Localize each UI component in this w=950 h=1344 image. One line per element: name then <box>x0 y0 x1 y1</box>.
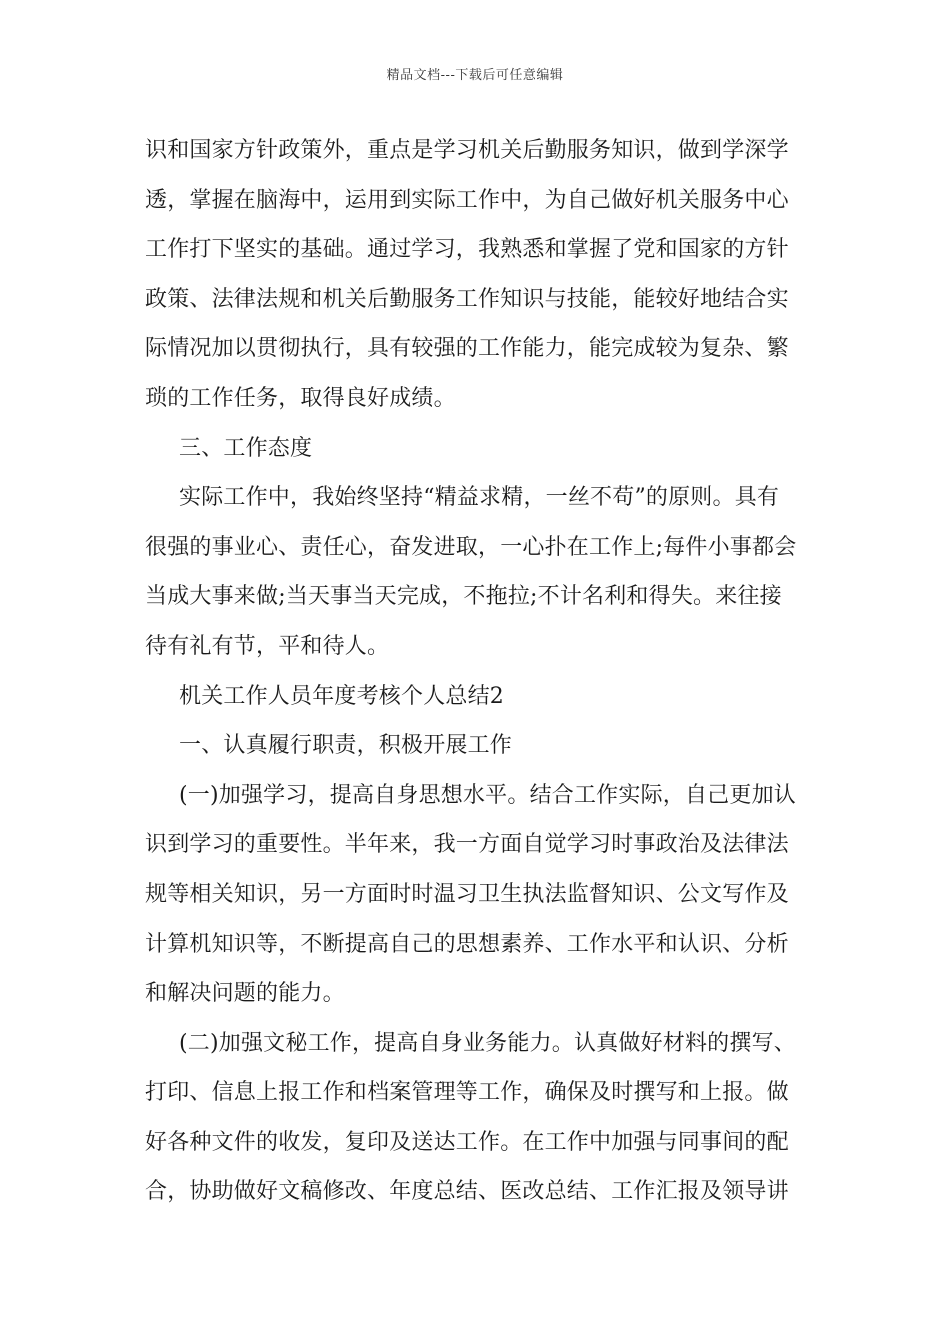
text-line: 工作打下坚实的基础。通过学习，我熟悉和掌握了党和国家的方针 <box>145 237 789 263</box>
text-line: 际情况加以贯彻执行，具有较强的工作能力，能完成较为复杂、繁 <box>145 336 789 362</box>
paragraph-start: 实际工作中，我始终坚持“精益求精，一丝不苟”的原则。具有 <box>179 485 780 511</box>
text-line: 合，协助做好文稿修改、年度总结、医改总结、工作汇报及领导讲 <box>145 1179 789 1205</box>
document-body <box>145 126 810 1217</box>
section-heading: 三、工作态度 <box>179 435 313 461</box>
paragraph-start: (一)加强学习，提高自身思想水平。结合工作实际，自己更加认 <box>179 782 796 808</box>
document-title: 机关工作人员年度考核个人总结2 <box>179 683 504 709</box>
text-line: 透，掌握在脑海中，运用到实际工作中，为自己做好机关服务中心 <box>145 187 789 213</box>
text-line: 政策、法律法规和机关后勤服务工作知识与技能，能较好地结合实 <box>145 286 789 312</box>
section-heading: 一、认真履行职责，积极开展工作 <box>179 733 513 759</box>
paragraph-start: (二)加强文秘工作，提高自身业务能力。认真做好材料的撰写、 <box>179 1030 796 1056</box>
text-line: 计算机知识等，不断提高自己的思想素养、工作水平和认识、分析 <box>145 931 789 957</box>
text-line: 很强的事业心、责任心，奋发进取，一心扑在工作上;每件小事都会 <box>145 534 797 560</box>
text-line: 和解决问题的能力。 <box>145 981 345 1007</box>
text-line: 识到学习的重要性。半年来，我一方面自觉学习时事政治及法律法 <box>145 832 789 858</box>
text-line: 好各种文件的收发，复印及送达工作。在工作中加强与同事间的配 <box>145 1129 789 1155</box>
text-line: 待有礼有节，平和待人。 <box>145 633 390 659</box>
text-line: 当成大事来做;当天事当天完成，不拖拉;不计名利和得失。来往接 <box>145 584 782 610</box>
text-line: 打印、信息上报工作和档案管理等工作，确保及时撰写和上报。做 <box>145 1080 789 1106</box>
text-line: 琐的工作任务，取得良好成绩。 <box>145 385 456 411</box>
text-line: 规等相关知识，另一方面时时温习卫生执法监督知识、公文写作及 <box>145 881 789 907</box>
page-header: 精品文档---下载后可任意编辑 <box>386 68 564 83</box>
text-line: 识和国家方针政策外，重点是学习机关后勤服务知识，做到学深学 <box>145 138 789 163</box>
